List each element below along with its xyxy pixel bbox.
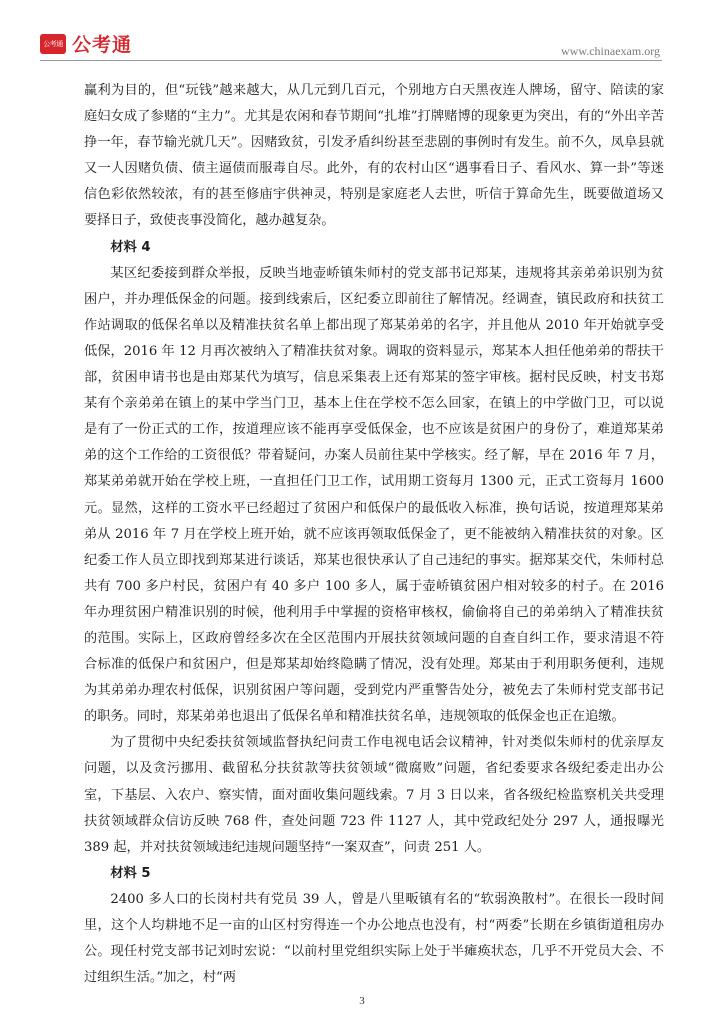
- section-heading-material-4: 材料 4: [110, 239, 151, 255]
- paragraph-material-4-province: 为了贯彻中央纪委扶贫领域监督执纪问责工作电视电话会议精神，针对类似朱师村的优亲厚友问题，以及贪污挪用、截留私分扶贫款等扶贫领域“微腐败”问题，省纪委要求各级纪委走出办公室，下基层、入农户、察实情，面对面收集问题线索。7 月 3 日以来，省各级纪检监察机关共受理扶贫领域群众信访反映 768 件，查处问题 723 件 1127 人，其中党政纪处分 297 人，通报曝光 389 起，并对扶贫领域违纪违规问题坚持“一案双查”，问责 251 人。: [84, 735, 664, 855]
- document-body: [84, 78, 664, 991]
- logo-text: 公考通: [72, 34, 133, 56]
- page-number: 3: [359, 995, 365, 1007]
- paragraph-continued: 赢利为目的，但“玩钱”越来越大，从几元到几百元，个别地方白天黑夜连人牌场，留守、陪读的家庭妇女成了参赌的“主力”。尤其是农闲和春节期间“扎堆”打牌赌博的现象更为突出，有的“外出辛苦挣一年，春节输光就几天”。因赌致贫，引发矛盾纠纷甚至悲剧的事例时有发生。前不久，凤阜县就又一人因赌负债、债主逼债而服毒自尽。此外，有的农村山区“遇事看日子、看风水、算一卦”等迷信色彩依然较浓，有的甚至修庙宇供神灵，特别是家庭老人去世，听信于算命先生，既要做道场又要择日子，致使丧事没简化，越办越复杂。: [84, 83, 664, 229]
- section-heading-material-5: 材料 5: [110, 865, 151, 881]
- logo-mark: 公考通: [40, 34, 66, 54]
- logo[interactable]: [40, 30, 132, 57]
- paragraph-material-5: 2400 多人口的长岗村共有党员 39 人，曾是八里畈镇有名的“软弱涣散村”。在很长一段时间里，这个人均耕地不足一亩的山区村穷得连一个办公地点也没有，村“两委”长期在乡镇街道租房办公。现任村党支部书记刘时宏说：“以前村里党组织实际上处于半瘫痪状态，几乎不开党员大会、不过组织生活。”加之，村“两: [84, 891, 664, 986]
- paragraph-material-4-case: 某区纪委接到群众举报，反映当地壶峤镇朱师村的党支部书记郑某，违规将其亲弟弟识别为贫困户，并办理低保金的问题。接到线索后，区纪委立即前往了解情况。经调查，镇民政府和扶贫工作站调取的低保名单以及精准扶贫名单上都出现了郑某弟弟的名字，并且他从 2010 年开始就享受低保，2016 年 12 月再次被纳入了精准扶贫对象。调取的资料显示，郑某本人担任他弟弟的帮扶干部，贫困申请书也是由郑某代为填写，信息采集表上还有郑某的签字审核。据村民反映，村支书郑某有个亲弟弟在镇上的某中学当门卫，基本上住在学校不怎么回家，在镇上的中学做门卫，可以说是有了一份正式的工作，按道理应该不能再享受低保金，也不应该是贫困户的身份了，难道郑某弟弟的这个工作给的工资很低？带着疑问，办案人员前往某中学核实。经了解，早在 2016 年 7 月，郑某弟弟就开始在学校上班，一直担任门卫工作，试用期工资每月 1300 元，正式工资每月 1600 元。显然，这样的工资水平已经超过了贫困户和低保户的最低收入标准，换句话说，按道理郑某弟弟从 2016 年 7 月在学校上班开始，就不应该再领取低保金了，更不能被纳入精准扶贫的对象。区纪委工作人员立即找到郑某进行谈话，郑某也很快承认了自己违纪的事实。据郑某交代，朱师村总共有 700 多户村民，贫困户有 40 多户 100 多人，属于壶峤镇贫困户相对较多的村子。在 2016 年办理贫困户精准识别的时候，他利用手中掌握的资格审核权，偷偷将自己的弟弟纳入了精准扶贫的范围。实际上，区政府曾经多次在全区范围内开展扶贫领域问题的自查自纠工作，要求清退不符合标准的低保户和贫困户，但是郑某却始终隐瞒了情况，没有处理。郑某由于利用职务便利，违规为其弟弟办理农村低保，识别贫困户等问题，受到党内严重警告处分，被免去了朱师村党支部书记的职务。同时，郑某弟弟也退出了低保名单和精准扶贫名单，违规领取的低保金也正在追缴。: [84, 265, 664, 725]
- page-header: [0, 0, 724, 64]
- site-url[interactable]: www.chinaexam.org: [561, 44, 660, 58]
- header-divider: [40, 60, 662, 61]
